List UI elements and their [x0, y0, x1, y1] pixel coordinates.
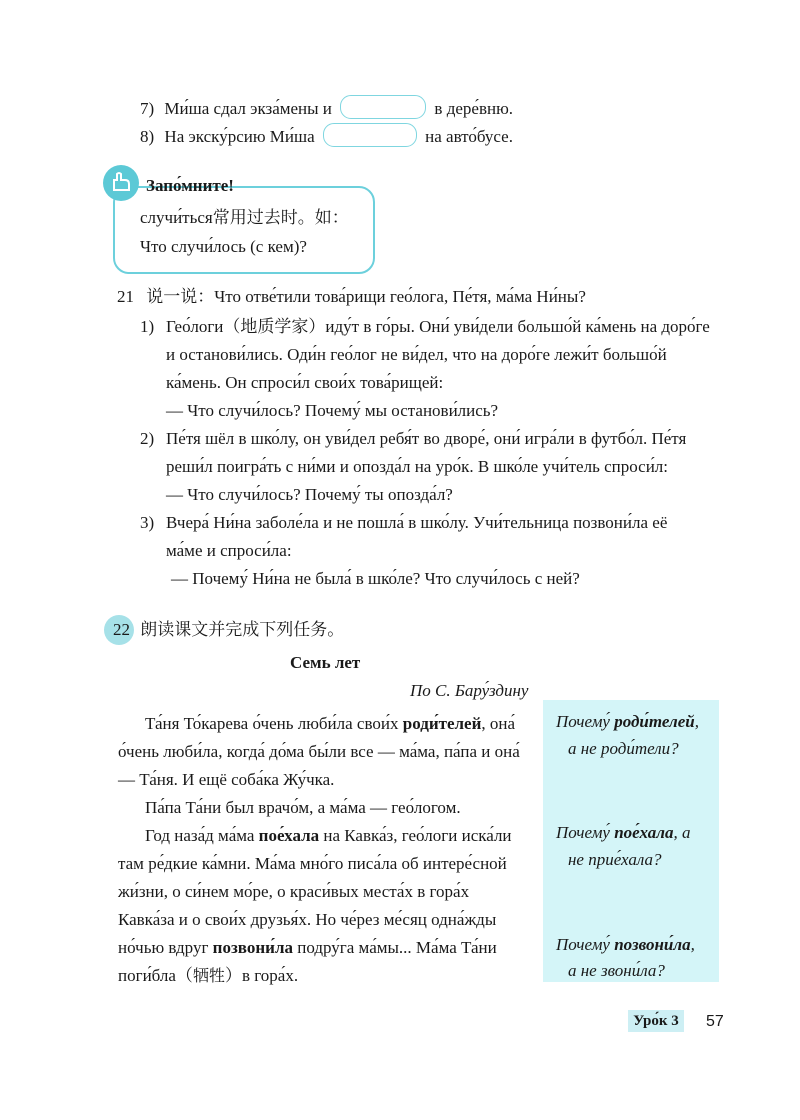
lesson-label: Уро́к 3: [628, 1010, 684, 1032]
ex21-item-1-line: Гео́логи（地质学家）иду́т в го́ры. Они́ уви́дели большо́й ка́мень на доро́ге: [166, 317, 710, 336]
story-line: там ре́дкие ка́мни. Ма́ма мно́го писа́ла об интере́сной: [118, 854, 507, 873]
ex21-item-3-line: ма́ме и спроси́ла:: [166, 541, 292, 560]
ex21-item-3-line: — Почему́ Ни́на не была́ в шко́ле? Что случи́лось с ней?: [171, 569, 580, 588]
story-line: о́чень люби́ла, когда́ до́ма бы́ли все — ма́ма, па́па и она́: [118, 742, 520, 761]
story-title: Семь лет: [290, 653, 361, 672]
margin-question-1-line-2: а не роди́тели?: [568, 739, 679, 758]
story-line: Год наза́д ма́ма пое́хала на Кавка́з, гео́логи иска́ли: [145, 826, 512, 845]
exercise-item-8: 8) На экску́рсию Ми́ша на авто́бусе.: [140, 123, 513, 151]
pointing-hand-icon: [103, 165, 139, 201]
ex21-item-3-line: Вчера́ Ни́на заболе́ла и не пошла́ в шко́лу. Учи́тельница позвони́ла её: [166, 513, 668, 532]
exercise-number: 22: [113, 620, 130, 639]
story-line: Кавка́за и о свои́х друзья́х. Но че́рез ме́сяц одна́жды: [118, 910, 497, 929]
story-line: Та́ня То́карева о́чень люби́ла свои́х роди́телей, она́: [145, 714, 516, 733]
memo-line-1: случи́ться常用过去时。如：: [140, 208, 349, 227]
page-number: 57: [706, 1013, 724, 1030]
exercise-task: 说一说：Что отве́тили това́рищи гео́лога, Пе́тя, ма́ма Ни́ны?: [146, 287, 586, 306]
memo-line-2: Что случи́лось (с кем)?: [140, 237, 307, 256]
exercise-number: 21: [117, 287, 134, 306]
margin-question-1: Почему́ роди́телей,: [556, 712, 699, 731]
ex21-item-1-line: ка́мень. Он спроси́л свои́х това́рищей:: [166, 373, 444, 392]
margin-question-3: Почему́ позвони́ла,: [556, 935, 695, 954]
story-line: Па́па Та́ни был врачо́м, а ма́ма — гео́логом.: [145, 798, 461, 817]
margin-question-2: Почему́ пое́хала, а: [556, 823, 691, 842]
ex21-item-1-line: и останови́лись. Оди́н гео́лог не ви́дел, что на доро́ге лежи́т большо́й: [166, 345, 667, 364]
ex21-item-1-num: 1): [140, 317, 155, 336]
margin-question-3-line-2: а не звони́ла?: [568, 961, 665, 980]
ex21-item-2-line: — Что случи́лось? Почему́ ты опозда́л?: [166, 485, 453, 504]
story-line: — Та́ня. И ещё соба́ка Жу́чка.: [118, 770, 335, 789]
answer-blank-7[interactable]: [340, 95, 426, 119]
margin-question-2-line-2: не прие́хала?: [568, 850, 662, 869]
answer-blank-8[interactable]: [323, 123, 417, 147]
exercise-item-7: 7) Ми́ша сдал экза́мены и в дере́вню.: [140, 95, 513, 123]
exercise-21-header: [117, 283, 586, 311]
exercise-22-header: [113, 616, 344, 644]
ex21-item-2-num: 2): [140, 429, 155, 448]
story-line: но́чью вдруг позвони́ла подру́га ма́мы... Ма́ма Та́ни: [118, 938, 497, 957]
memo-title: Запо́мните!: [146, 176, 234, 195]
story-author: По С. Бару́здину: [410, 681, 529, 700]
exercise-task: 朗读课文并完成下列任务。: [140, 620, 345, 639]
story-line: жи́зни, о си́нем мо́ре, о краси́вых места́х в гора́х: [118, 882, 470, 901]
ex21-item-3-num: 3): [140, 513, 155, 532]
ex21-item-1-line: — Что случи́лось? Почему́ мы останови́лись?: [166, 401, 499, 420]
ex21-item-2-line: Пе́тя шёл в шко́лу, он уви́дел ребя́т во дворе́, они́ игра́ли в футбо́л. Пе́тя: [166, 429, 687, 448]
story-line: поги́бла（牺牲）в гора́х.: [118, 966, 299, 985]
ex21-item-2-line: реши́л поигра́ть с ни́ми и опозда́л на уро́к. В шко́ле учи́тель спроси́л:: [166, 457, 669, 476]
